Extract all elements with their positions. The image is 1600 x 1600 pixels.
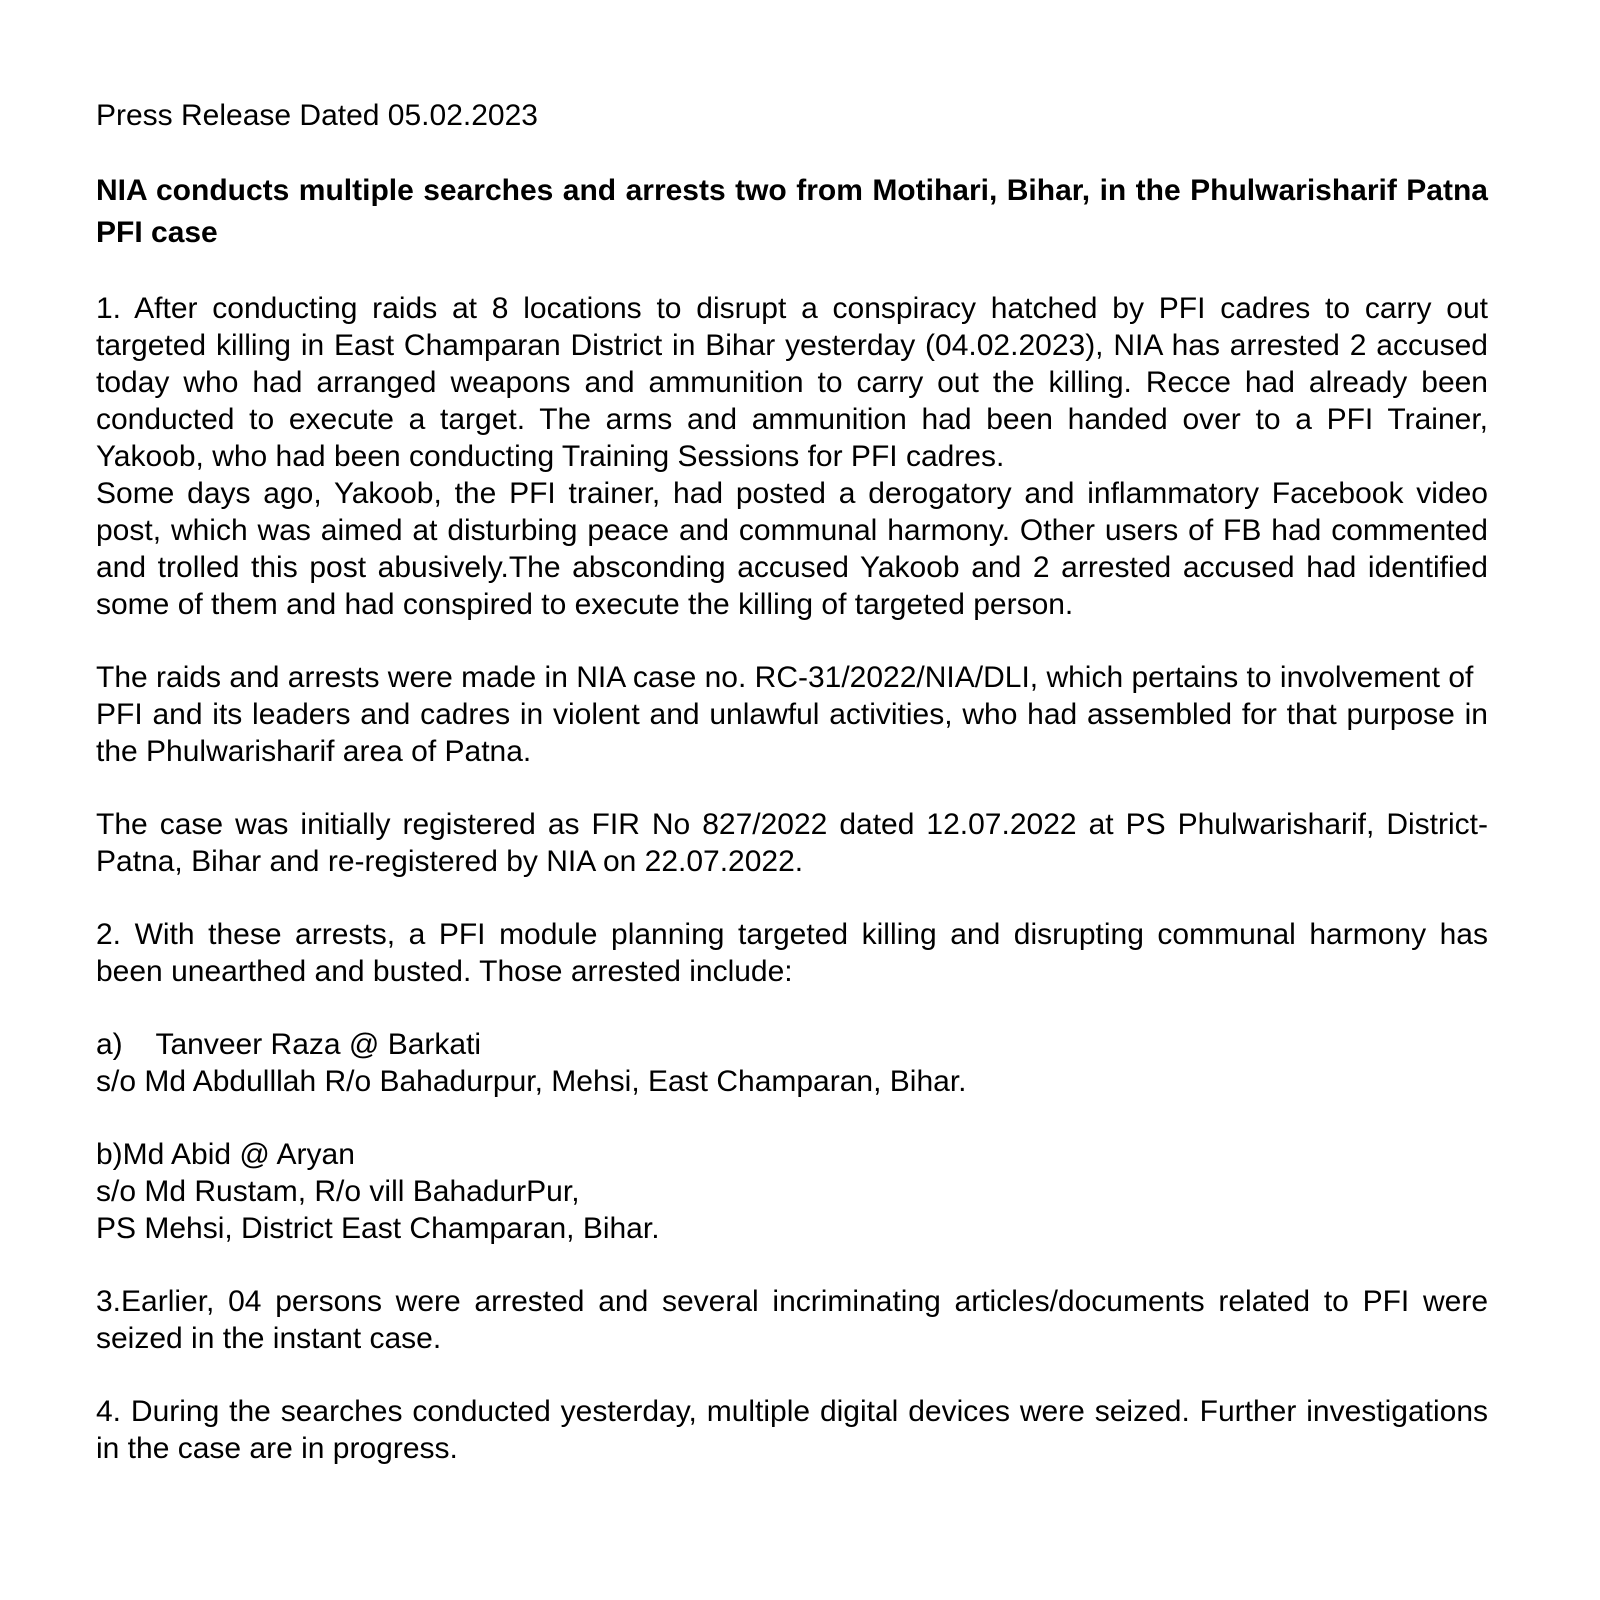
accused-a-address: s/o Md Abdulllah R/o Bahadurpur, Mehsi, East Champaran, Bihar.: [96, 1065, 967, 1098]
paragraph-3-earlier-arrests: 3.Earlier, 04 persons were arrested and several incriminating articles/documents related to PFI were seized in the instant case.: [96, 1285, 1488, 1355]
accused-b-address-line-2: PS Mehsi, District East Champaran, Bihar.: [96, 1212, 660, 1245]
paragraph-4-searches: 4. During the searches conducted yesterday, multiple digital devices were seized. Further investigations in the case are in progress.: [96, 1395, 1488, 1465]
paragraph-1-part-1: 1. After conducting raids at 8 locations to disrupt a conspiracy hatched by PFI cadres to carry out targeted killing in East Champaran District in Bihar yesterday (04.02.2023), NIA has arrested 2 accused today who had arranged weapons and ammunition to carry out the killing. Recce had already been conducted to execute a target. The arms and ammunition had been handed over to a PFI Trainer, Yakoob, who had been conducting Training Sessions for PFI cadres.: [96, 292, 1488, 473]
accused-b-entry: [96, 1136, 1488, 1247]
accused-b-name: b)Md Abid @ Aryan: [96, 1138, 355, 1171]
paragraph-case-details: [96, 659, 1488, 770]
accused-a-name: a) Tanveer Raza @ Barkati: [96, 1028, 482, 1061]
paragraph-case-details-part-1: The raids and arrests were made in NIA case no. RC-31/2022/NIA/DLI, which pertains to involvement of: [96, 661, 1474, 694]
accused-a-entry: [96, 1026, 1488, 1100]
paragraph-case-details-part-2: PFI and its leaders and cadres in violent and unlawful activities, who had assembled for that purpose in the Phulwarisharif area of Patna.: [96, 698, 1488, 768]
paragraph-2-arrests: 2. With these arrests, a PFI module planning targeted killing and disrupting communal harmony has been unearthed and busted. Those arrested include:: [96, 918, 1488, 988]
paragraph-fir-details: The case was initially registered as FIR No 827/2022 dated 12.07.2022 at PS Phulwarisharif, District- Patna, Bihar and re-registered by NIA on 22.07.2022.: [96, 808, 1488, 878]
accused-b-address-line-1: s/o Md Rustam, R/o vill BahadurPur,: [96, 1175, 580, 1208]
paragraph-1-part-2: Some days ago, Yakoob, the PFI trainer, had posted a derogatory and inflammatory Facebook video post, which was aimed at disturbing peace and communal harmony. Other users of FB had commented and trolled this post abusively.The absconding accused Yakoob and 2 arrested accused had identified some of them and had conspired to execute the killing of targeted person.: [96, 477, 1488, 621]
paragraph-1: [96, 290, 1488, 623]
release-title: NIA conducts multiple searches and arrests two from Motihari, Bihar, in the Phulwarisharif Patna PFI case: [96, 174, 1488, 249]
release-dateline: Press Release Dated 05.02.2023: [96, 99, 538, 132]
